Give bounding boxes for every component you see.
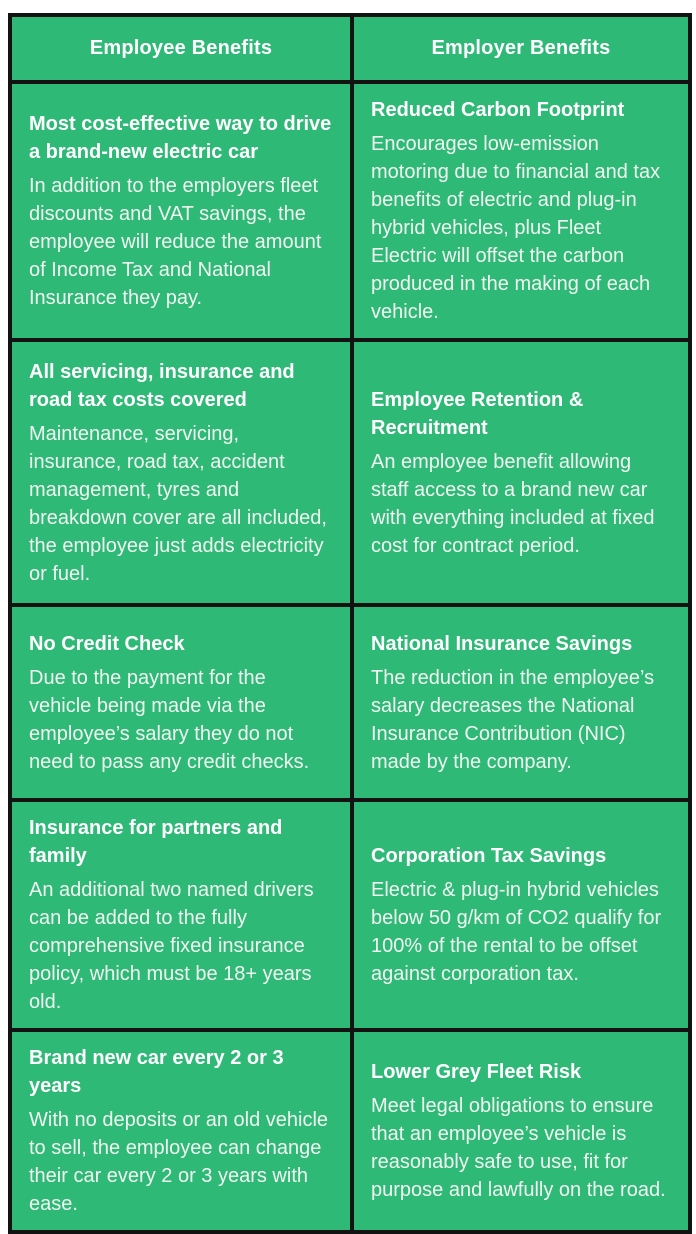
benefit-title: Corporation Tax Savings — [371, 845, 607, 867]
employee-benefits-column-header: Employee Benefits — [10, 15, 352, 82]
employee-benefit-cell — [10, 1030, 352, 1232]
employee-benefit-cell — [10, 82, 352, 340]
benefit-title: Lower Grey Fleet Risk — [371, 1061, 582, 1083]
benefit-description: Meet legal obligations to ensure that an employee’s vehicle is reasonably safe to use, fit for purpose and lawfully on the road. — [371, 1095, 666, 1201]
benefit-description: Electric & plug-in hybrid vehicles below 50 g/km of CO2 qualify for 100% of the rental to be offset against corporation tax. — [371, 879, 662, 985]
table-row — [10, 605, 690, 800]
employee-benefit-cell — [10, 340, 352, 605]
benefit-title: National Insurance Savings — [371, 632, 633, 655]
benefit-description: With no deposits or an old vehicle to sell, the employee can change their car every 2 or 3 years with ease. — [29, 1109, 329, 1215]
employer-benefit-cell — [352, 1030, 690, 1232]
benefit-description: Encourages low-emission motoring due to financial and tax benefits of electric and plug-in hybrid vehicles, plus Fleet Electric will offset the carbon produced in the making of each vehicle. — [371, 133, 661, 323]
employee-benefit-cell — [10, 800, 352, 1030]
benefit-title: Reduced Carbon Footprint — [371, 99, 625, 121]
table-row — [10, 82, 690, 340]
benefit-title: Insurance for partners and family — [29, 817, 283, 867]
employer-benefit-cell — [352, 82, 690, 340]
employer-benefit-cell — [352, 800, 690, 1030]
employer-benefit-cell — [352, 605, 690, 800]
benefit-description: Due to the payment for the vehicle being made via the employee’s salary they do not need to pass any credit checks. — [29, 666, 310, 773]
benefit-description: Maintenance, servicing, insurance, road tax, accident management, tyres and breakdown cover are all included, the employee just adds electricity or fuel. — [29, 422, 327, 585]
benefit-title: Most cost-effective way to drive a brand-new electric car — [29, 113, 332, 163]
table-row — [10, 340, 690, 605]
table-row — [10, 1030, 690, 1232]
benefit-title: Employee Retention & Recruitment — [371, 388, 584, 439]
benefits-comparison-table — [8, 13, 692, 1234]
benefit-description: In addition to the employers fleet discounts and VAT savings, the employee will reduce the amount of Income Tax and National Insurance they pay. — [29, 175, 322, 309]
table-row — [10, 800, 690, 1030]
employee-benefit-cell — [10, 605, 352, 800]
benefit-title: No Credit Check — [29, 632, 185, 655]
employer-benefit-cell — [352, 340, 690, 605]
benefit-title: All servicing, insurance and road tax costs covered — [29, 360, 295, 411]
header-row — [10, 15, 690, 82]
benefit-description: An additional two named drivers can be added to the fully comprehensive fixed insurance policy, which must be 18+ years old. — [29, 879, 314, 1013]
employer-benefits-column-header: Employer Benefits — [352, 15, 690, 82]
benefit-title: Brand new car every 2 or 3 years — [29, 1047, 284, 1097]
benefit-description: The reduction in the employee’s salary decreases the National Insurance Contribution (NIC) made by the company. — [371, 666, 655, 773]
benefit-description: An employee benefit allowing staff access to a brand new car with everything included at fixed cost for contract period. — [371, 450, 655, 557]
